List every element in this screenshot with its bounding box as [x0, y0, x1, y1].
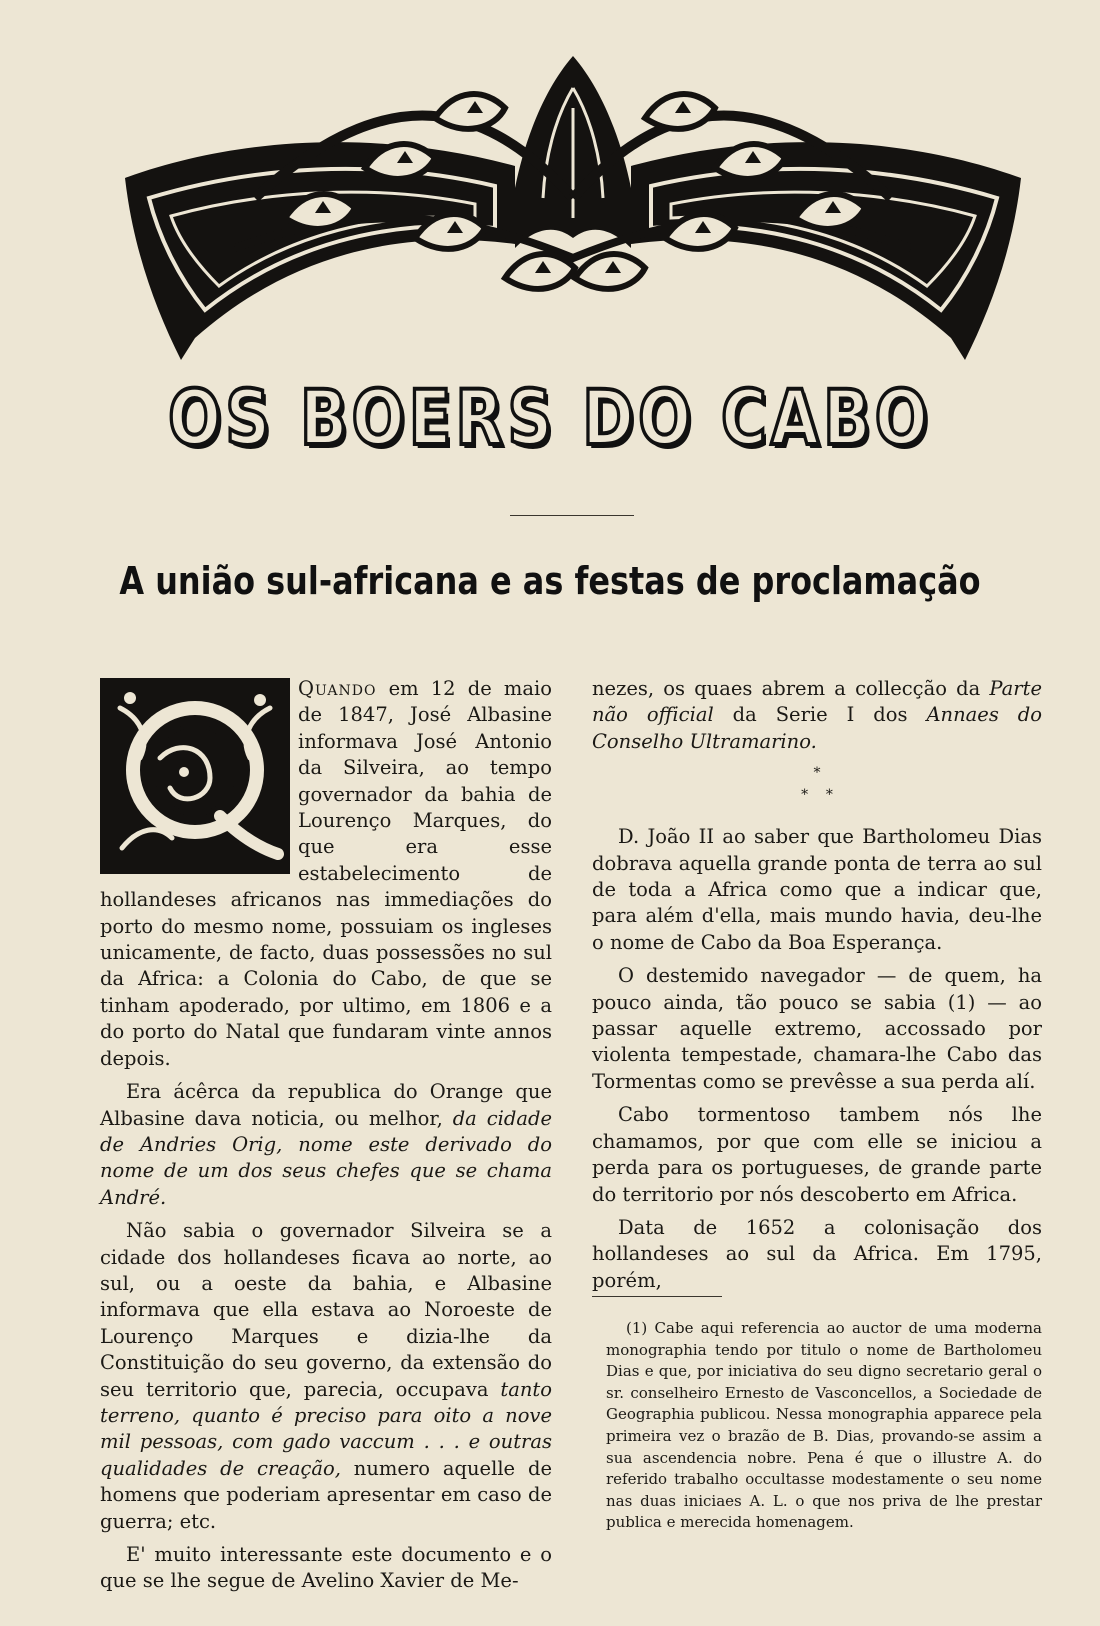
footnote: [606, 1318, 1042, 1534]
paragraph-text: E' muito interessante este documento e o que se lhe segue de Avelino Xavier de Me-: [100, 1543, 552, 1593]
star-bottom: * *: [801, 787, 833, 804]
footnote-divider: [592, 1296, 722, 1297]
paragraph-text: nezes, os quaes abrem a collecção da: [592, 677, 990, 700]
paragraph: [592, 1215, 1042, 1294]
header-ornament-icon: [115, 48, 1031, 374]
left-column: [100, 676, 552, 1602]
paragraph: [592, 824, 1042, 956]
lead-word: Quando: [298, 677, 377, 700]
paragraph-text: numero aquelle de homens que poderiam apresentar em caso de guerra; etc.: [100, 1456, 552, 1533]
star-top: *: [813, 765, 821, 782]
paragraph: [592, 676, 1042, 755]
right-column: [592, 676, 1042, 1301]
paragraph-text: Data de 1652 a colonisação dos hollandeses ao sul da Africa. Em 1795, porém,: [592, 1215, 1042, 1292]
paragraph-text: O destemido navegador — de quem, ha pouco ainda, tão pouco se sabia (1) — ao passar aquelle extremo, accossado por violenta tempestade, chamara-lhe Cabo das Tormentas como se prevêsse a sua perda alí.: [592, 964, 1042, 1093]
article-title: OS BOERS DO CABO: [168, 373, 932, 462]
title-divider: [510, 515, 634, 516]
paragraph: [100, 1218, 552, 1535]
paragraph: [100, 1079, 552, 1211]
paragraph-italic: da cidade de Andries Orig, nome este derivado do nome de um dos seus chefes que se chama André.: [100, 1106, 552, 1209]
paragraph-text: D. João II ao saber que Bartholomeu Dias dobrava aquella grande ponta de terra ao sul de toda a Africa como que a indicar que, para além d'ella, mais mundo havia, deu-lhe o nome de Cabo da Boa Esperança.: [592, 825, 1042, 954]
paragraph-italic: tanto terreno, quanto é preciso para oito a nove mil pessoas, com gado vaccum . . . e outras qualidades de creação,: [100, 1377, 552, 1480]
paragraph: [100, 1542, 552, 1595]
paragraph: [592, 963, 1042, 1095]
paragraph-text: da Serie I dos: [713, 703, 927, 727]
paragraph: [592, 1102, 1042, 1208]
paragraph-italic: Annaes do Conselho Ultramarino.: [592, 703, 1043, 753]
paragraph-italic: Parte não official: [592, 677, 1042, 727]
paragraph-text: Cabo tormentoso tambem nós lhe chamamos, por que com elle se iniciou a perda para os portugueses, de grande parte do territorio por nós descoberto em Africa.: [592, 1103, 1042, 1206]
section-stars: [592, 762, 1042, 806]
paragraph-text: Não sabia o governador Silveira se a cidade dos hollandeses ficava ao norte, ao sul, ou a oeste da bahia, e Albasine informava que ella estava ao Noroeste de Lourenço Marques e dizia-lhe da Constituição do seu governo, da extensão do seu territorio que, parecia, occupava: [100, 1219, 552, 1401]
paragraph-text: Era ácêrca da republica do Orange que Albasine dava noticia, ou melhor,: [100, 1080, 552, 1130]
article-subtitle: A união sul-africana e as festas de proclamação: [119, 559, 981, 603]
decorated-initial-q-icon: [100, 678, 290, 874]
footnote-text: (1) Cabe aqui referencia ao auctor de uma moderna monographia tendo por titulo o nome de Bartholomeu Dias e que, por iniciativa do seu digno secretario geral o sr. conselheiro Ernesto de Vasconcellos, a Sociedade de Geographia publicou. Nessa monographia apparece pela primeira vez o brazão de B. Dias, provando-se assim a sua ascendencia nobre. Pena é que o illustre A. do referido trabalho occultasse modestamente o seu nome nas duas iniciaes A. L. o que nos priva de lhe prestar publica e merecida homenagem.: [606, 1319, 1042, 1532]
paragraph-text: em 12 de maio de 1847, José Albasine informava José Antonio da Silveira, ao tempo governador da bahia de Lourenço Marques, do que era esse estabelecimento de hollandeses africanos nas immediações do porto do mesmo nome, possuiam os ingleses unicamente, de facto, duas possessões no sul da Africa: a Colonia do Cabo, de que se tinham apoderado, por ultimo, em 1806 e a do porto do Natal que fundaram vinte annos depois.: [100, 677, 552, 1070]
